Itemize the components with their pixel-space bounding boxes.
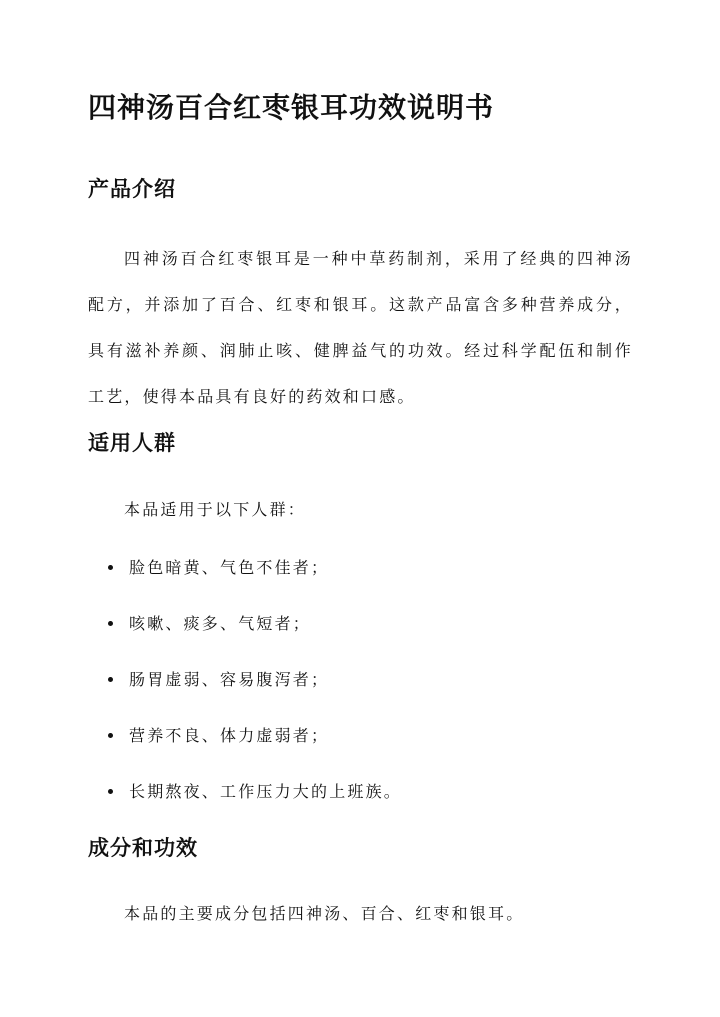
audience-item-text: 咳嗽、痰多、气短者；	[129, 613, 312, 633]
audience-list-item	[108, 553, 329, 579]
audience-item-text: 脸色暗黄、气色不佳者；	[129, 557, 330, 577]
bullet-icon	[108, 789, 113, 794]
document-title: 四神汤百合红枣银耳功效说明书	[88, 91, 495, 124]
section-heading-ingredients: 成分和功效	[88, 835, 198, 860]
intro-paragraph: 四神汤百合红枣银耳是一种中草药制剂，采用了经典的四神汤配方，并添加了百合、红枣和银耳。这款产品富含多种营养成分，具有滋补养颜、润肺止咳、健脾益气的功效。经过科学配伍和制作工艺，使得本品具有良好的药效和口感。	[88, 249, 633, 406]
section-heading-audience: 适用人群	[88, 430, 176, 455]
audience-list-item	[108, 777, 402, 803]
bullet-icon	[108, 565, 113, 570]
audience-list-item	[108, 609, 311, 635]
audience-list-item	[108, 721, 329, 747]
section-heading-intro: 产品介绍	[88, 176, 176, 201]
bullet-icon	[108, 621, 113, 626]
audience-item-text: 长期熬夜、工作压力大的上班族。	[129, 781, 403, 801]
bullet-icon	[108, 677, 113, 682]
audience-list-item	[108, 665, 329, 691]
audience-lead-text: 本品适用于以下人群：	[124, 500, 307, 519]
audience-item-text: 肠胃虚弱、容易腹泻者；	[129, 669, 330, 689]
ingredients-lead-text: 本品的主要成分包括四神汤、百合、红枣和银耳。	[124, 904, 525, 923]
bullet-icon	[108, 733, 113, 738]
audience-item-text: 营养不良、体力虚弱者；	[129, 725, 330, 745]
